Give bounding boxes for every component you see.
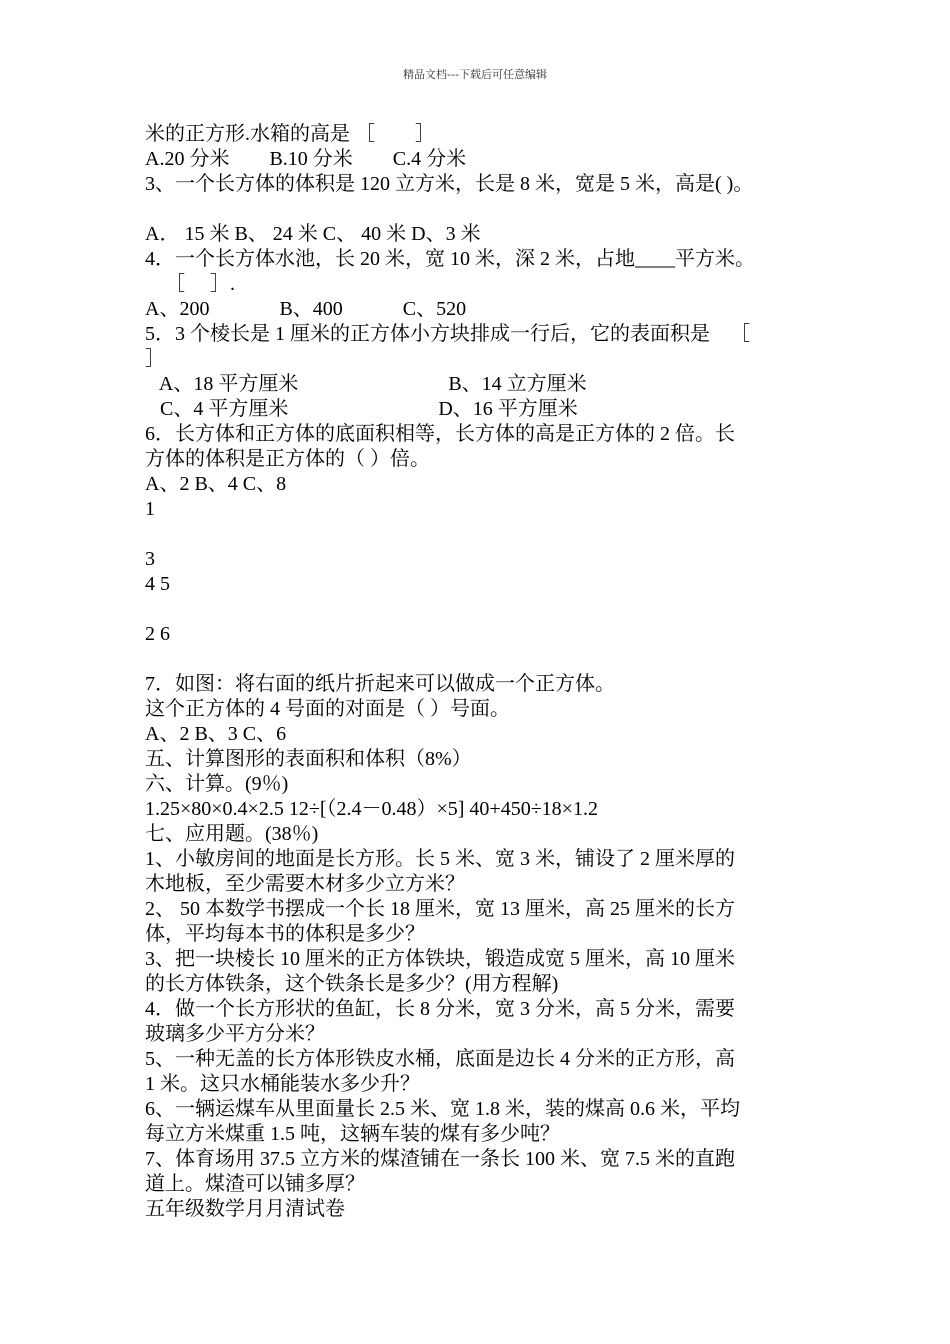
text-line: 米的正方形.水箱的高是 ［ ］ [145, 123, 435, 145]
text-line: 这个正方体的 4 号面的对面是（ ）号面。 [145, 698, 510, 720]
text-line: 1.25×80×0.4×2.5 12÷[（2.4－0.48）×5] 40+450÷18×1.2 [145, 798, 598, 820]
text-line: 2 6 [145, 623, 170, 645]
text-line: 4．一个长方体水池，长 20 米，宽 10 米，深 2 米，占地____平方米。 [145, 248, 755, 270]
text-line [145, 197, 825, 222]
text-line: 3 [145, 548, 155, 570]
text-line: 6．长方体和正方体的底面积相等，长方体的高是正方体的 2 倍。长 [145, 423, 735, 445]
text-line: A、2 B、3 C、6 [145, 723, 287, 745]
text-line: 五年级数学月月清试卷 [145, 1198, 345, 1220]
text-line: A、18 平方厘米 B、14 立方厘米 [145, 373, 587, 395]
text-line: 每立方米煤重 1.5 吨，这辆车装的煤有多少吨？ [145, 1123, 560, 1145]
text-line: 7．如图：将右面的纸片折起来可以做成一个正方体。 [145, 673, 615, 695]
text-line: 5、一种无盖的长方体形铁皮水桶，底面是边长 4 分米的正方形，高 [145, 1048, 735, 1070]
text-line: 木地板，至少需要木材多少立方米？ [145, 873, 465, 895]
text-line: 2、 50 本数学书摆成一个长 18 厘米，宽 13 厘米，高 25 厘米的长方 [145, 898, 735, 920]
text-line: ］ [145, 348, 165, 370]
text-line: 6、一辆运煤车从里面量长 2.5 米、宽 1.8 米，装的煤高 0.6 米，平均 [145, 1098, 740, 1120]
text-line: 3、把一块棱长 10 厘米的正方体铁块，锻造成宽 5 厘米，高 10 厘米 [145, 948, 735, 970]
text-line: C、4 平方厘米 D、16 平方厘米 [145, 398, 578, 420]
page-header: 精品文档---下载后可任意编辑 [403, 68, 547, 81]
document-body [145, 122, 825, 1222]
text-line: A.20 分米 B.10 分米 C.4 分米 [145, 148, 467, 170]
text-line: 方体的体积是正方体的（ ）倍。 [145, 448, 430, 470]
text-line: 道上。煤渣可以铺多厚？ [145, 1173, 365, 1195]
text-line [145, 522, 825, 547]
text-line: 1、小敏房间的地面是长方形。长 5 米、宽 3 米，铺设了 2 厘米厚的 [145, 848, 735, 870]
text-line: 五、计算图形的表面积和体积（8%） [145, 748, 472, 770]
text-line: 七、应用题。(38％) [145, 823, 319, 845]
text-line: 5．3 个棱长是 1 厘米的正方体小方块排成一行后，它的表面积是 ［ [145, 323, 750, 345]
text-line: 的长方体铁条，这个铁条长是多少？(用方程解) [145, 973, 559, 995]
text-line: A． 15 米 B、 24 米 C、 40 米 D、3 米 [145, 223, 481, 245]
text-line: 1 米。这只水桶能装水多少升？ [145, 1073, 420, 1095]
text-line: 4．做一个长方形状的鱼缸，长 8 分米，宽 3 分米，高 5 分米，需要 [145, 998, 735, 1020]
text-line: 体，平均每本书的体积是多少？ [145, 923, 425, 945]
text-line: 7、体育场用 37.5 立方米的煤渣铺在一条长 100 米、宽 7.5 米的直跑 [145, 1148, 735, 1170]
text-line: 3、一个长方体的体积是 120 立方米，长是 8 米，宽是 5 米，高是( )。 [145, 173, 754, 195]
text-line: 1 [145, 498, 155, 520]
text-line: A、200 B、400 C、520 [145, 298, 467, 320]
text-line: A、2 B、4 C、8 [145, 473, 287, 495]
text-line: 玻璃多少平方分米？ [145, 1023, 325, 1045]
text-line: 4 5 [145, 573, 170, 595]
text-line: ［ ］. [145, 273, 235, 295]
text-line [145, 597, 825, 622]
text-line [145, 647, 825, 672]
text-line: 六、计算。(9％) [145, 773, 289, 795]
